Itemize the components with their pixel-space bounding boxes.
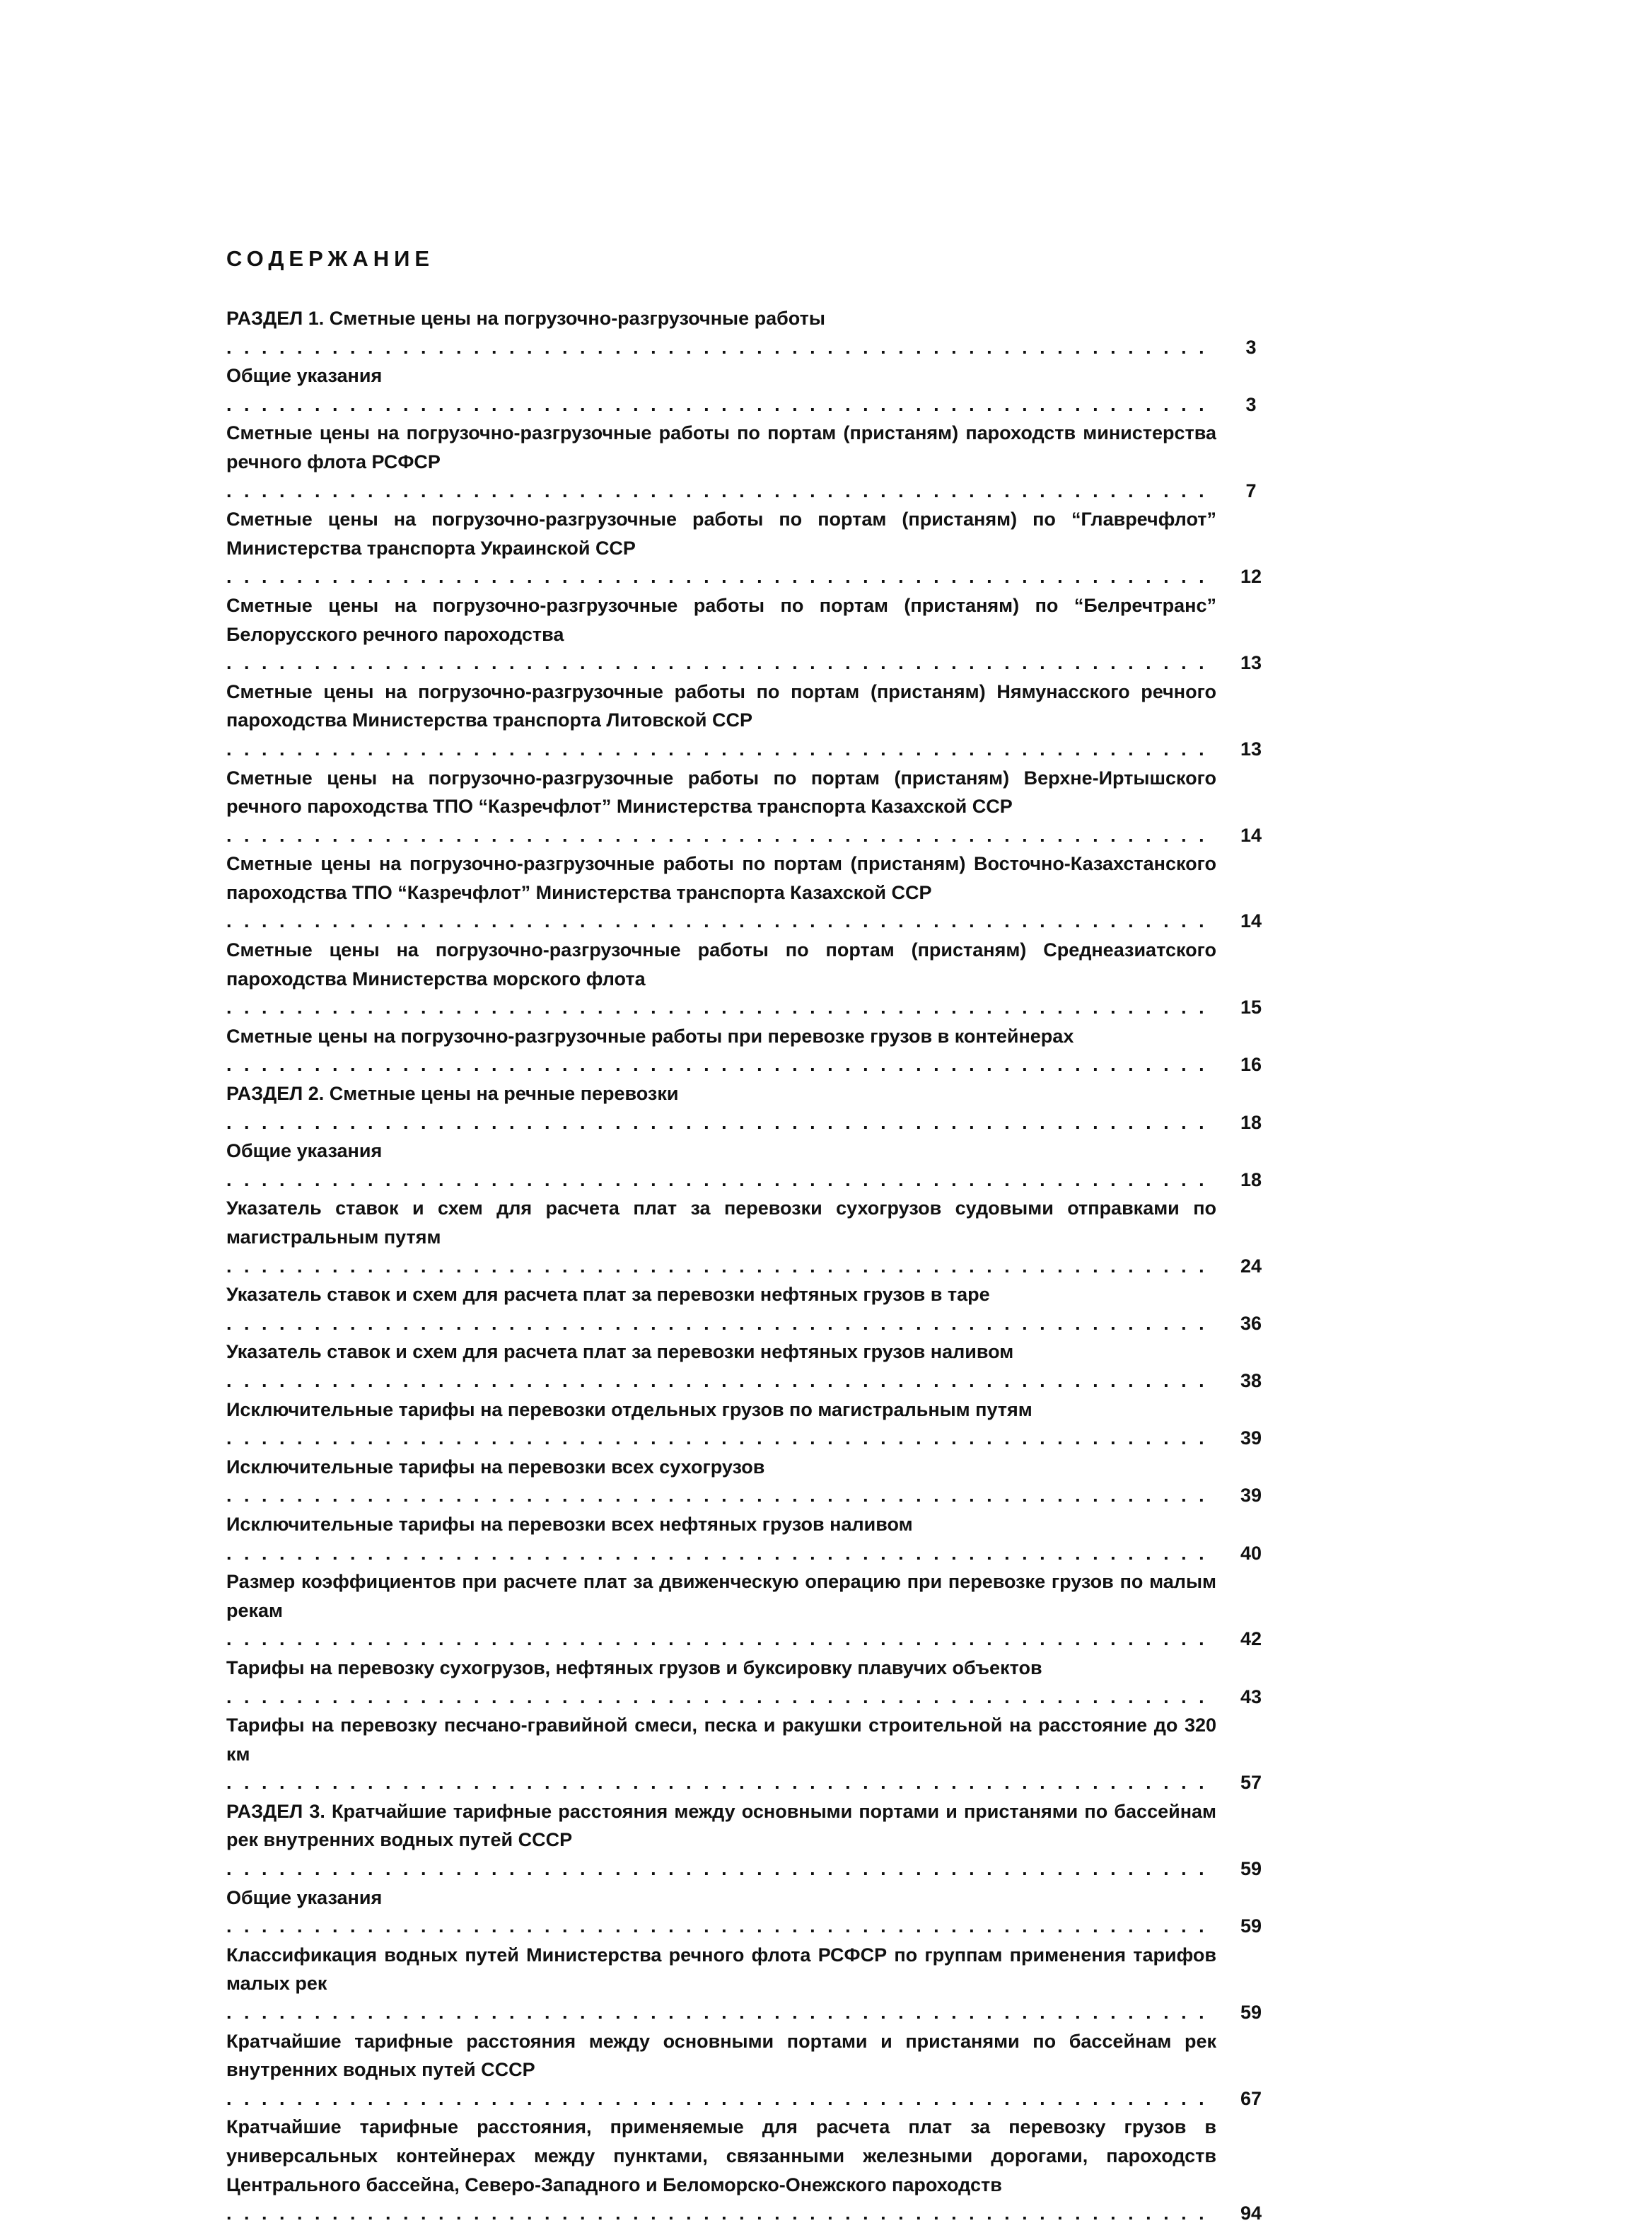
table-of-contents xyxy=(226,304,1286,2228)
toc-entry-page: 16 xyxy=(1240,1054,1262,1076)
toc-entry-page: 12 xyxy=(1240,566,1262,588)
toc-entry-page: 42 xyxy=(1240,1628,1262,1650)
toc-entry xyxy=(226,591,1286,678)
toc-entry xyxy=(226,505,1286,591)
toc-entry-text: Сметные цены на погрузочно-разгрузочные работы при перевозке грузов в контейнерах . . . xyxy=(226,1022,1216,1079)
toc-entry xyxy=(226,2113,1286,2227)
toc-entry-text: Сметные цены на погрузочно-разгрузочные работы по портам (пристаням) по “Белречтранс” Белорусского речного пароходства . . . xyxy=(226,591,1216,678)
toc-entry-text: Сметные цены на погрузочно-разгрузочные работы по портам (пристаням) пароходств министерства речного флота РСФСР . . . xyxy=(226,419,1216,505)
toc-entry-text: Тарифы на перевозку песчано-гравийной смеси, песка и ракушки строительной на расстояние до 320 км . . . xyxy=(226,1711,1216,1797)
toc-entry xyxy=(226,1338,1286,1395)
toc-entry-page: 43 xyxy=(1240,1685,1262,1707)
toc-entry-text: РАЗДЕЛ 2. Сметные цены на речные перевозки . . . xyxy=(226,1079,1216,1137)
toc-entry xyxy=(226,1280,1286,1338)
toc-entry-page: 14 xyxy=(1240,824,1262,846)
toc-entry xyxy=(226,361,1286,419)
toc-entry-page: 13 xyxy=(1240,652,1262,674)
toc-entry-text: Общие указания . . . xyxy=(226,361,1216,419)
toc-entry-page: 59 xyxy=(1240,2002,1262,2024)
toc-entry xyxy=(226,936,1286,1022)
toc-entry-page: 94 xyxy=(1240,2203,1262,2224)
toc-entry xyxy=(226,1567,1286,1654)
toc-entry-page: 36 xyxy=(1240,1312,1262,1334)
toc-entry-page: 14 xyxy=(1240,910,1262,932)
toc-entry-text: Сметные цены на погрузочно-разгрузочные работы по портам (пристаням) Восточно-Казахстанского пароходства ТПО “Казречфлот” Министерства транспорта Казахской ССР . . . xyxy=(226,849,1216,936)
toc-entry-text: Кратчайшие тарифные расстояния между основными портами и пристанями по бассейнам рек внутренних водных путей СССР . . . xyxy=(226,2027,1216,2113)
toc-entry xyxy=(226,1022,1286,1079)
toc-entry-page: 39 xyxy=(1240,1427,1262,1449)
toc-entry xyxy=(226,1137,1286,1194)
toc-entry xyxy=(226,304,1286,361)
toc-entry-text: РАЗДЕЛ 3. Кратчайшие тарифные расстояния между основными портами и пристанями по бассейнам рек внутренних водных путей СССР . . . xyxy=(226,1797,1216,1884)
toc-entry-page: 39 xyxy=(1240,1485,1262,1507)
toc-entry-text: Исключительные тарифы на перевозки отдельных грузов по магистральным путям . . . xyxy=(226,1396,1216,1453)
toc-entry-page: 59 xyxy=(1240,1915,1262,1937)
toc-entry xyxy=(226,764,1286,850)
toc-entry-page: 24 xyxy=(1240,1255,1262,1277)
toc-entry-page: 3 xyxy=(1245,393,1257,415)
toc-entry-page: 7 xyxy=(1245,480,1257,501)
toc-entry xyxy=(226,1510,1286,1567)
page-title: СОДЕРЖАНИЕ xyxy=(226,246,435,271)
toc-entry-text: Сметные цены на погрузочно-разгрузочные работы по портам (пристаням) Верхне-Иртышского речного пароходства ТПО “Казречфлот” Министерства транспорта Казахской ССР . . . xyxy=(226,764,1216,850)
toc-entry-text: Тарифы на перевозку сухогрузов, нефтяных грузов и буксировку плавучих объектов . . . xyxy=(226,1654,1216,1711)
toc-entry-page: 40 xyxy=(1240,1542,1262,1564)
toc-entry-text: РАЗДЕЛ 1. Сметные цены на погрузочно-разгрузочные работы . . . xyxy=(226,304,1216,361)
toc-entry xyxy=(226,1941,1286,2027)
toc-entry-text: Исключительные тарифы на перевозки всех нефтяных грузов наливом . . . xyxy=(226,1510,1216,1567)
toc-entry xyxy=(226,678,1286,764)
toc-entry-text: Кратчайшие тарифные расстояния, применяемые для расчета плат за перевозку грузов в универсальных контейнерах между пунктами, связанными железными дорогами, пароходств Центрального бассейна, Северо-Западного и Беломорско-Онежского пароходств . . . xyxy=(226,2113,1216,2227)
toc-entry-text: Общие указания . . . xyxy=(226,1137,1216,1194)
toc-entry-page: 38 xyxy=(1240,1369,1262,1391)
toc-entry xyxy=(226,1884,1286,1941)
toc-entry xyxy=(226,1711,1286,1797)
toc-entry-page: 13 xyxy=(1240,738,1262,760)
toc-entry-page: 18 xyxy=(1240,1168,1262,1190)
toc-entry xyxy=(226,1654,1286,1711)
toc-entry-text: Сметные цены на погрузочно-разгрузочные работы по портам (пристаням) Среднеазиатского пароходства Министерства морского флота . . . xyxy=(226,936,1216,1022)
toc-entry xyxy=(226,1194,1286,1280)
toc-entry-page: 59 xyxy=(1240,1858,1262,1880)
toc-entry xyxy=(226,1396,1286,1453)
toc-entry-text: Сметные цены на погрузочно-разгрузочные работы по портам (пристаням) Нямунасского речного пароходства Министерства транспорта Литовской ССР . . . xyxy=(226,678,1216,764)
toc-entry-page: 15 xyxy=(1240,997,1262,1019)
toc-entry-text: Исключительные тарифы на перевозки всех сухогрузов . . . xyxy=(226,1453,1216,1510)
toc-entry-page: 57 xyxy=(1240,1772,1262,1794)
toc-entry-text: Общие указания . . . xyxy=(226,1884,1216,1941)
toc-entry-page: 67 xyxy=(1240,2087,1262,2109)
toc-entry-page: 3 xyxy=(1245,336,1257,358)
toc-entry xyxy=(226,1797,1286,1884)
toc-entry-page: 18 xyxy=(1240,1111,1262,1133)
toc-entry xyxy=(226,1453,1286,1510)
toc-entry xyxy=(226,849,1286,936)
toc-entry-text: Указатель ставок и схем для расчета плат за перевозки нефтяных грузов наливом . . . xyxy=(226,1338,1216,1395)
toc-entry-text: Классификация водных путей Министерства речного флота РСФСР по группам применения тарифов малых рек . . . xyxy=(226,1941,1216,2027)
toc-entry-text: Сметные цены на погрузочно-разгрузочные работы по портам (пристаням) по “Главречфлот” Министерства транспорта Украинской ССР . . . xyxy=(226,505,1216,591)
toc-entry xyxy=(226,2027,1286,2113)
toc-entry-text: Размер коэффициентов при расчете плат за движенческую операцию при перевозке грузов по малым рекам . . . xyxy=(226,1567,1216,1654)
toc-entry-text: Указатель ставок и схем для расчета плат за перевозки сухогрузов судовыми отправками по магистральным путям . . . xyxy=(226,1194,1216,1280)
toc-entry-text: Указатель ставок и схем для расчета плат за перевозки нефтяных грузов в таре . . . xyxy=(226,1280,1216,1338)
toc-entry xyxy=(226,1079,1286,1137)
toc-entry xyxy=(226,419,1286,505)
